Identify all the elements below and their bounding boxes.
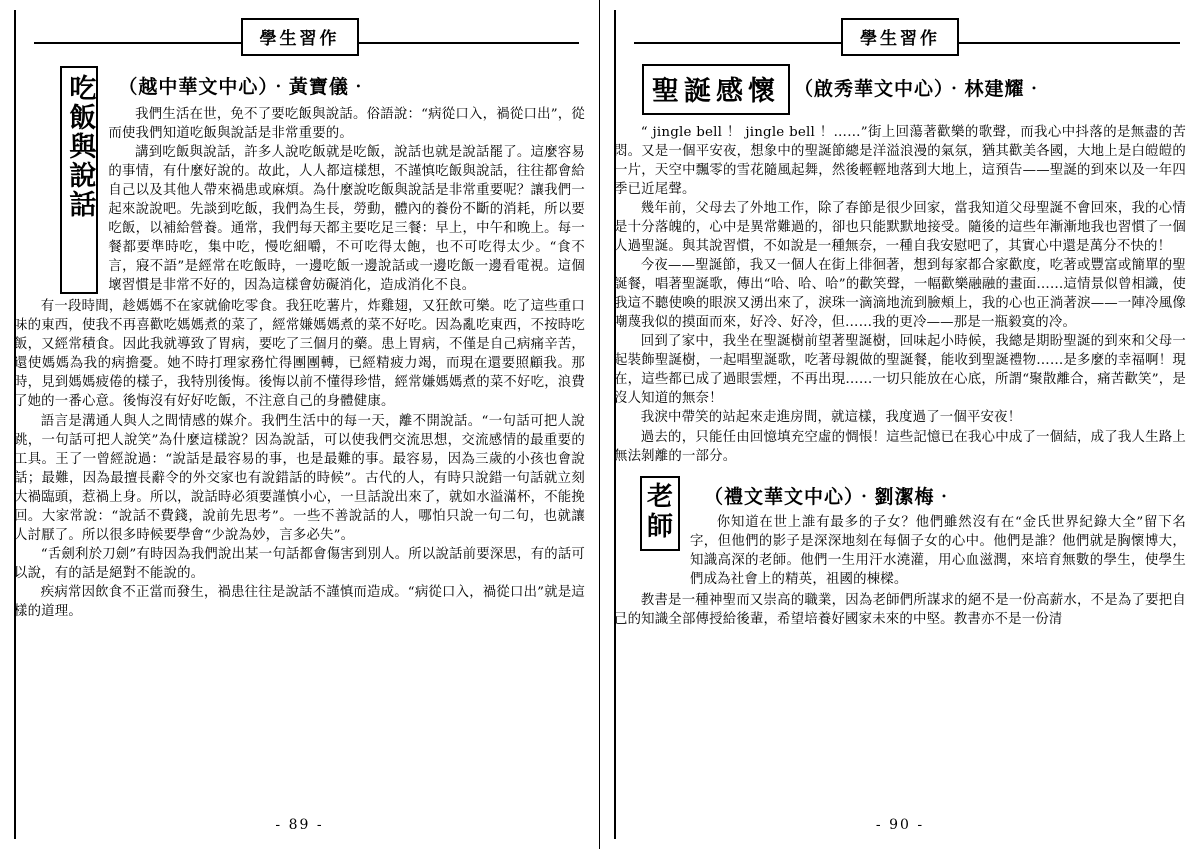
article-title-vertical: 吃飯與說話 [60, 66, 98, 294]
paragraph: 我淚中帶笑的站起來走進房間，就這樣，我度過了一個平安夜！ [640, 410, 1022, 426]
paragraph: 過去的，只能任由回憶填充空虛的惆悵！這些記憶已在我心中成了一個結，成了我人生路上無法剝離的一部分。 [614, 429, 1186, 464]
paragraph: “舌劍利於刀劍”有時因為我們說出某一句話都會傷害到別人。所以說話前要深思，有的話可以說，有的話是絕對不能說的。 [14, 546, 585, 581]
right-page-number: - 90 - [875, 817, 925, 833]
article-body-full-width [14, 297, 585, 621]
left-page-header-badge: 學生習作 [241, 18, 359, 56]
article-title-horizontal: 聖誕感懷 [642, 64, 790, 115]
article-byline: （禮文華文中心）‧劉潔梅‧ [704, 485, 955, 508]
article-byline: （越中華文中心）‧黃寶儀‧ [118, 76, 369, 98]
right-page [600, 0, 1200, 849]
paragraph: 語言是溝通人與人之間情感的媒介。我們生活中的每一天，離不開說話。“一句話可把人說跳，一句話可把人說笑”為什麼這樣說？因為說話，可以使我們交流思想，交流感情的最重要的工具。王了一曾經說過：“說話是最容易的事，也是最難的事。最容易，因為三歲的小孩也會說話；最難，因為最擅長辭令的外交家也有說錯話的時候”。古代的人，有時只說錯一句話就立刻大禍臨頭，惹禍上身。所以，說話時必須要謹慎小心，一旦話說出來了，就如水溢滿杯，不能挽回。大家常說：“說話不費錢，說前先思考”。一些不善說話的人，哪怕只說一句二句，也就讓人討厭了。所以很多時候要學會“少說為妙，言多必失”。 [14, 413, 585, 543]
paragraph: 講到吃飯與說話，許多人說吃飯就是吃飯，說話也就是說話罷了。這麼容易的事情，有什麼好說的。故此，人人都這樣想，不謹慎吃飯與說話，往往都會給自己以及其他人帶來禍患或麻煩。為什麼說吃飯與說話是非常重要呢？讓我們一起來說說吧。先談到吃飯，我們為生長，勞動，體內的養份不斷的消耗，所以要吃飯，以補給營養。通常，我們每天都主要吃足三餐：早上，中午和晚上。每一餐都要準時吃，集中吃，慢吃細嚼，不可吃得太飽，也不可吃得太少。“食不言，寢不語”是經常在吃飯時，一邊吃飯一邊說話或一邊吃飯一邊看電視。這個壞習慣是非常不好的，因為這樣會妨礙消化，造成消化不良。 [108, 145, 585, 294]
left-article-title-row [14, 66, 585, 295]
article-byline: （啟秀華文中心）‧林建耀‧ [794, 78, 1045, 100]
article-title-vertical: 老師 [640, 476, 680, 551]
right-article2 [614, 476, 1186, 629]
paragraph: 有一段時間，趁媽媽不在家就偷吃零食。我狂吃薯片，炸雞翅，又狂飲可樂。吃了這些重口味的東西，使我不再喜歡吃媽媽煮的菜了，經常嫌媽媽煮的菜不好吃。因為亂吃東西，不按時吃飯，又經常積食。因此我就導致了胃病，要吃了三個月的藥。患上胃病，不僅是自己病痛辛苦，還使媽媽為我的病擔憂。她不時打理家務忙得團團轉，已經精疲力竭，而現在還要照顧我。那時，見到媽媽疲倦的樣子，我特別後悔。後悔以前不懂得珍惜，經常嫌媽媽煮的菜不好吃，浪費了她的一番心意。後悔沒有好好吃飯，不注意自己的身體健康。 [14, 299, 585, 410]
left-page-number: - 89 - [275, 817, 324, 833]
paragraph: 我們生活在世，免不了要吃飯與說話。俗語說：“病從口入，禍從口出”，從而使我們知道吃飯與說話是非常重要的。 [108, 107, 585, 142]
paragraph: 今夜——聖誕節，我又一個人在街上徘徊著，想到每家都合家歡度，吃著或豐富或簡單的聖誕餐，唱著聖誕歌，傳出“哈、哈、哈”的歡笑聲，一幅歡樂融融的畫面……這情景似曾相識，使我這不聽使喚的眼淚又湧出來了，淚珠一滴滴地流到臉頰上，我的心也正淌著淚——一陣冷風像嘲蔑我似的摸面而來，好冷、好冷，但……我的更冷——那是一瓶毅寞的冷。 [614, 258, 1186, 331]
article-body-column-top [108, 105, 585, 295]
right-page-header-badge: 學生習作 [841, 18, 959, 56]
paragraph: 回到了家中，我坐在聖誕樹前望著聖誕樹，回味起小時候，我總是期盼聖誕的到來和父母一起裝飾聖誕樹，一起唱聖誕歌，吃著母親做的聖誕餐，能收到聖誕禮物……是多麼的幸福啊！現在，這些都已成了過眼雲煙，不再出現……一切只能放在心底，所謂“聚散離合，痛苦歡笑”，是沒人知道的無奈！ [614, 334, 1186, 407]
paragraph: 幾年前，父母去了外地工作，除了春節是很少回家，當我知道父母聖誕不會回來，我的心情是十分落魄的，心中是異常難過的，卻也只能默默地接受。隨後的這些年漸漸地我也習慣了一個人過聖誕。與其說習慣，不如說是一種無奈，一種自我安慰吧了，其實心中還是萬分不快的！ [614, 201, 1186, 255]
article2-body-top [690, 513, 1186, 589]
paragraph: 教書是一種神聖而又崇高的職業，因為老師們所謀求的絕不是一份高薪水，不是為了要把自己的知識全部傳授給後輩，希望培養好國家未來的中堅。教書亦不是一份清 [614, 592, 1186, 627]
paragraph: 你知道在世上誰有最多的子女？他們雖然沒有在“金氏世界紀錄大全”留下名字，但他們的影子是深深地刻在每個子女的心中。他們是誰？他們就是胸懷博大，知識高深的老師。他們一生用汗水澆灌，用心血滋潤，來培育無數的學生，使學生們成為社會上的精英，祖國的棟樑。 [690, 514, 1186, 587]
paragraph: 疾病常因飲食不正當而發生，禍患往往是說話不謹慎而造成。“病從口入，禍從口出”就是這樣的道理。 [14, 584, 585, 619]
paragraph: “ jingle bell ！ jingle bell ！……”街上回蕩著歡樂的歌聲，而我心中抖落的是無盡的苦悶。又是一個平安夜，想象中的聖誕節總是洋溢浪漫的氣氛，猶其歡美各國，大地上是白皚皚的一片，天空中飄零的雪花隨風起舞，然後輕輕地落到大地上，這預告——聖誕的到來以及一年四季已近尾聲。 [614, 125, 1186, 198]
article2-body-rest [614, 591, 1186, 629]
right-article2-title-row [614, 476, 1186, 589]
right-page-frame-line [614, 10, 616, 839]
article1-body [614, 123, 1186, 466]
right-article1-title-row [614, 64, 1186, 115]
